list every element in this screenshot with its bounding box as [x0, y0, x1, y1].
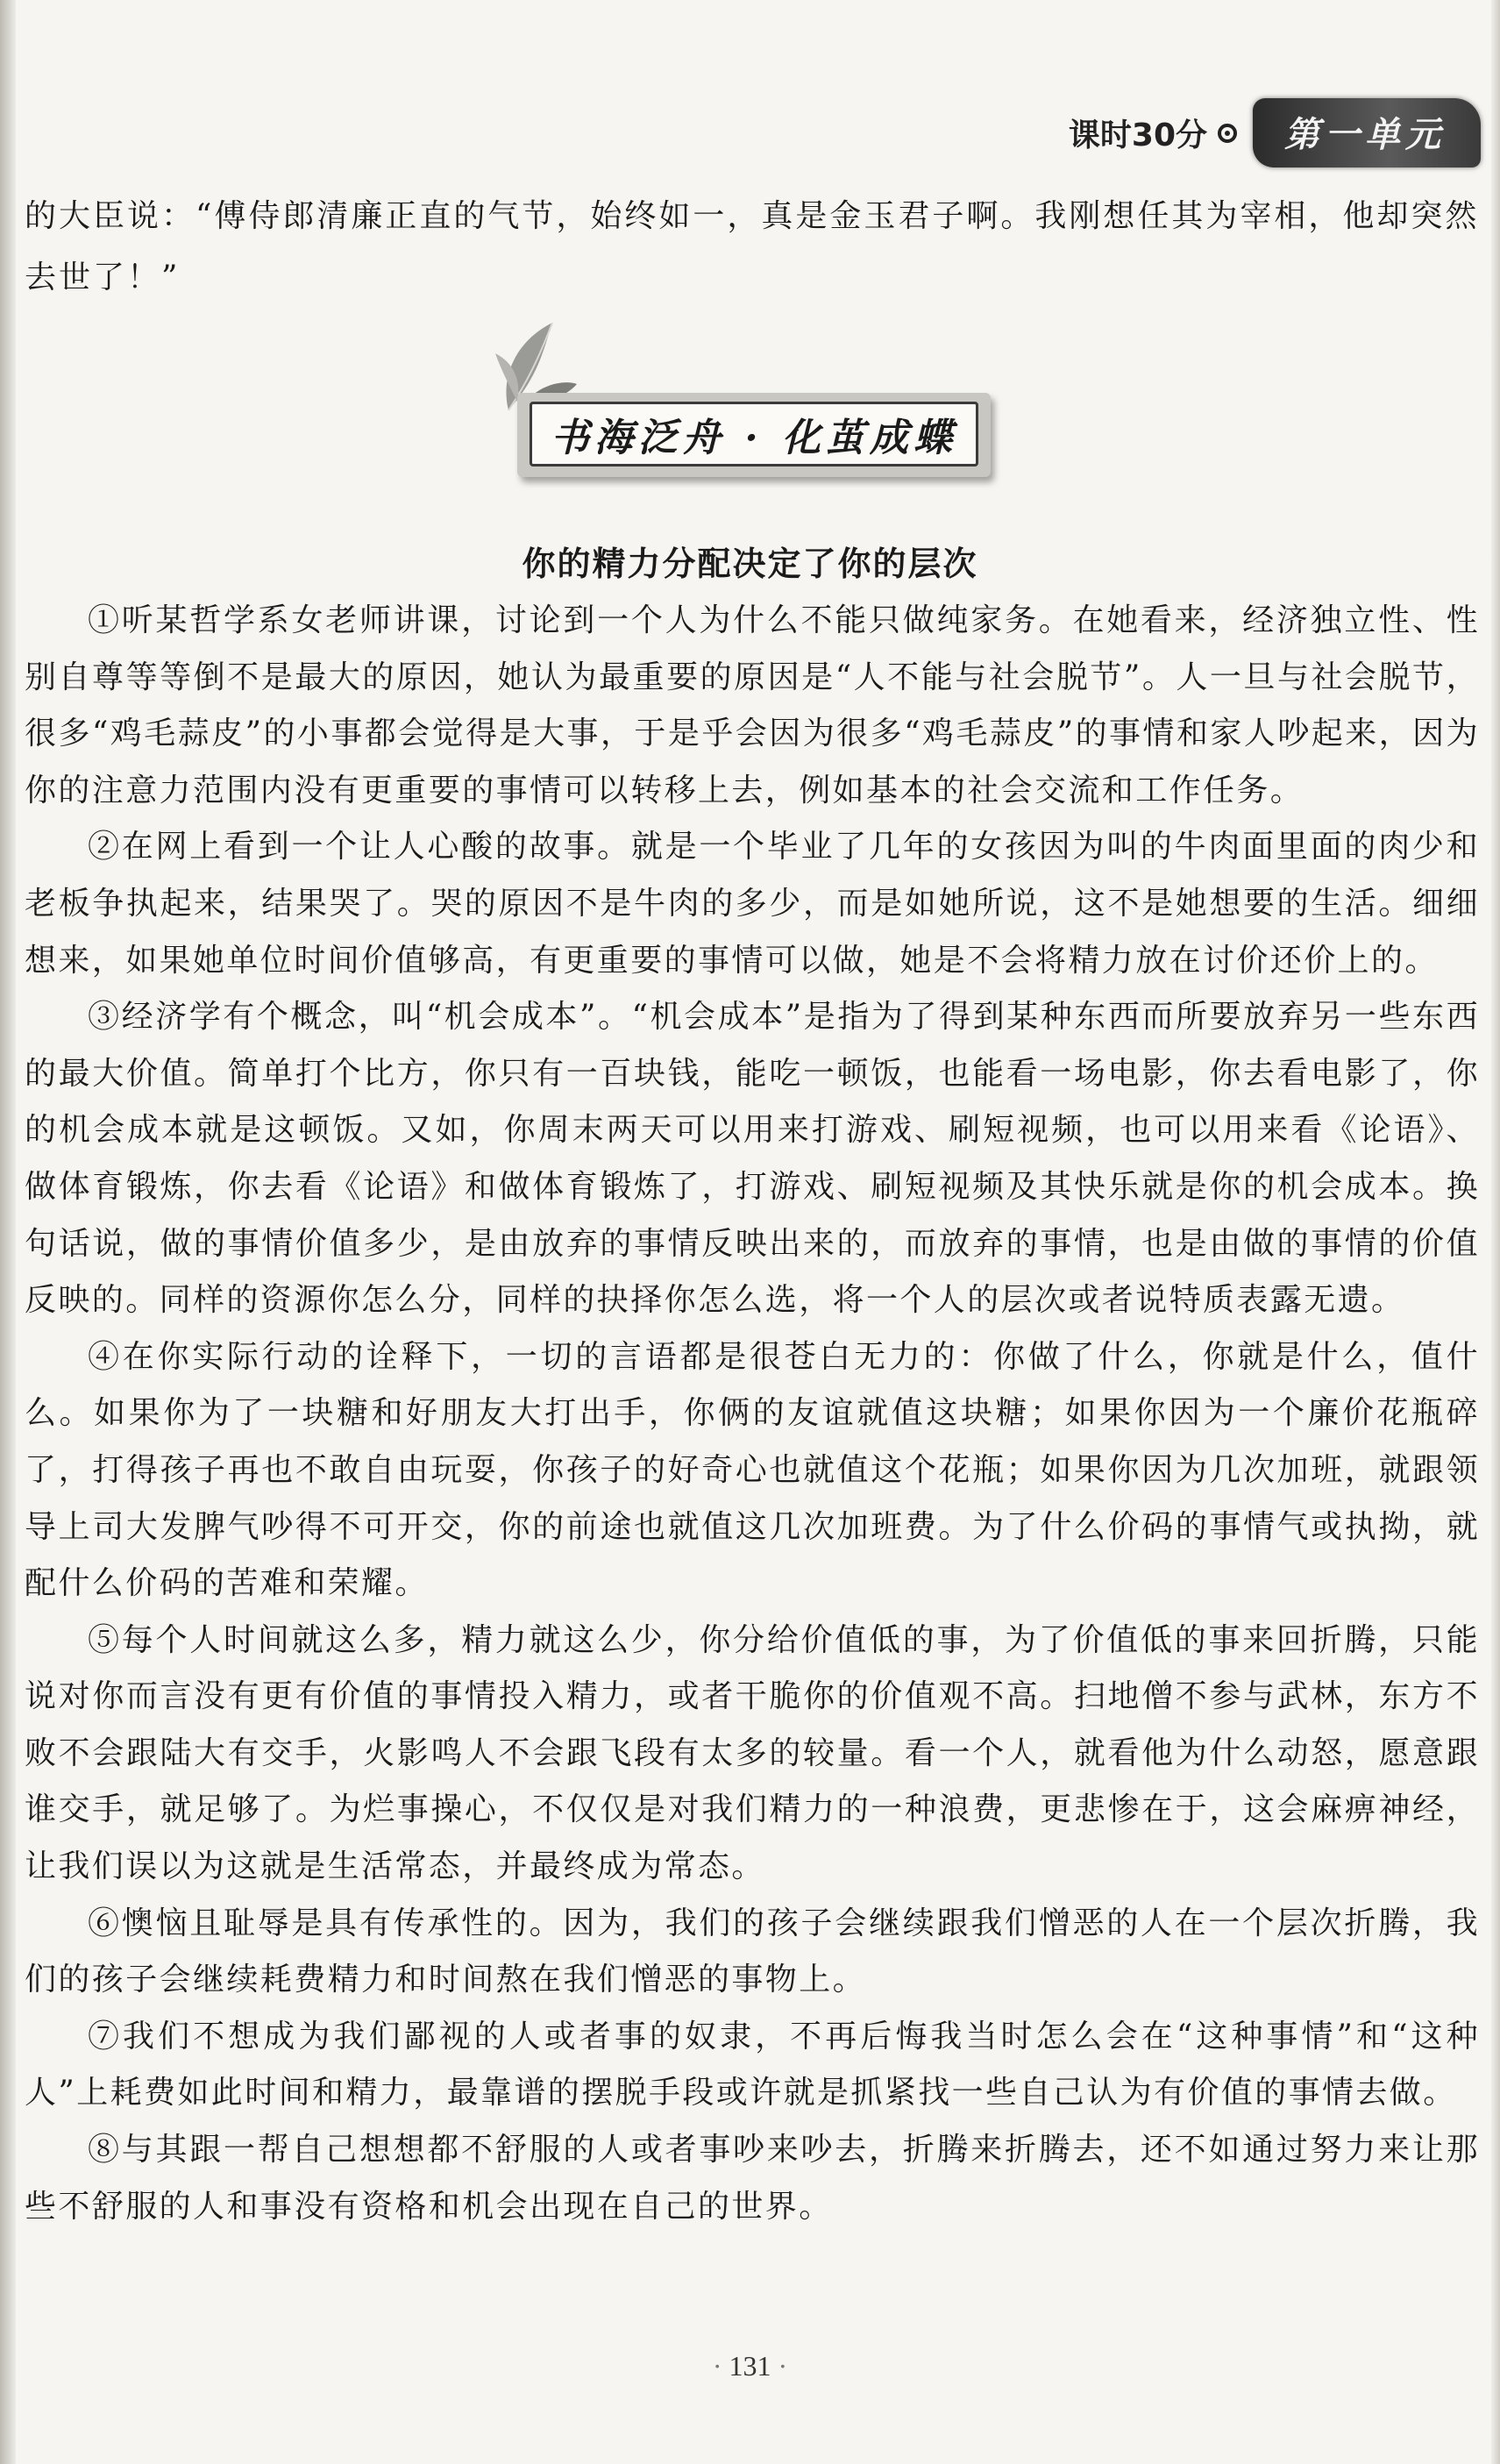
running-header [1069, 98, 1481, 167]
paragraph-1: ①听某哲学系女老师讲课，讨论到一个人为什么不能只做纯家务。在她看来，经济独立性、性别自尊等等倒不是最大的原因，她认为最重要的原因是“人不能与社会脱节”。人一旦与社会脱节，很多“鸡毛蒜皮”的小事都会觉得是大事，于是乎会因为很多“鸡毛蒜皮”的事情和家人吵起来，因为你的注意力范围内没有更重要的事情可以转移上去，例如基本的社会交流和工作任务。 [25, 602, 1480, 808]
paragraph-4: ④在你实际行动的诠释下，一切的言语都是很苍白无力的：你做了什么，你就是什么，值什么。如果你为了一块糖和好朋友大打出手，你俩的友谊就值这块糖；如果你因为一个廉价花瓶碎了，打得孩子再也不敢自由玩耍，你孩子的好奇心也就值这个花瓶；如果你因为几次加班，就跟领导上司大发脾气吵得不可开交，你的前途也就值这几次加班费。为了什么价码的事情气或执拗，就配什么价码的苦难和荣耀。 [25, 1338, 1480, 1602]
unit-badge: 第一单元 [1253, 98, 1481, 167]
page-number: · 131 · [712, 2350, 788, 2382]
paragraph-2: ②在网上看到一个让人心酸的故事。就是一个毕业了几年的女孩因为叫的牛肉面里面的肉少和老板争执起来，结果哭了。哭的原因不是牛肉的多少，而是如她所说，这不是她想要的生活。细细想来，如果她单位时间价值够高，有更重要的事情可以做，她是不会将精力放在讨价还价上的。 [25, 829, 1480, 979]
section-banner [491, 314, 1017, 489]
paragraph-3: ③经济学有个概念，叫“机会成本”。“机会成本”是指为了得到某种东西而所要放弃另一些东西的最大价值。简单打个比方，你只有一百块钱，能吃一顿饭，也能看一场电影，你去看电影了，你的机会成本就是这顿饭。又如，你周末两天可以用来打游戏、刷短视频，也可以用来看《论语》、做体育锻炼，你去看《论语》和做体育锻炼了，打游戏、刷短视频及其快乐就是你的机会成本。换句话说，做的事情价值多少，是由放弃的事情反映出来的，而放弃的事情，也是由做的事情的价值反映的。同样的资源你怎么分，同样的抉择你怎么选，将一个人的层次或者说特质表露无遗。 [25, 999, 1480, 1319]
paragraph-7: ⑦我们不想成为我们鄙视的人或者事的奴隶，不再后悔我当时怎么会在“这种事情”和“这种人”上耗费如此时间和精力，最靠谱的摆脱手段或许就是抓紧找一些自己认为有价值的事情去做。 [25, 2018, 1480, 2111]
page-edge-right [1491, 0, 1500, 2464]
article-body [25, 593, 1480, 2235]
banner-title: 书海泛舟 · 化茧成蝶 [530, 402, 978, 466]
paragraph-5: ⑤每个人时间就这么多，精力就这么少，你分给价值低的事，为了价值低的事来回折腾，只能说对你而言没有更有价值的事情投入精力，或者干脆你的价值观不高。扫地僧不参与武林，东方不败不会跟陆大有交手，火影鸣人不会跟飞段有太多的较量。看一个人，就看他为什么动怒，愿意跟谁交手，就足够了。为烂事操心，不仅仅是对我们精力的一种浪费，更悲惨在于，这会麻痹神经，让我们误以为这就是生活常态，并最终成为常态。 [25, 1621, 1480, 1885]
paragraph-6: ⑥懊恼且耻辱是具有传承性的。因为，我们的孩子会继续跟我们憎恶的人在一个层次折腾，我们的孩子会继续耗费精力和时间熬在我们憎恶的事物上。 [25, 1905, 1480, 1998]
article-title: 你的精力分配决定了你的层次 [522, 545, 978, 583]
intro-paragraph: 的大臣说：“傅侍郎清廉正直的气节，始终如一，真是金玉君子啊。我刚想任其为宰相，他却突然去世了！” [25, 198, 1480, 296]
paragraph-8: ⑧与其跟一帮自己想想都不舒服的人或者事吵来吵去，折腾来折腾去，还不如通过努力来让那些不舒服的人和事没有资格和机会出现在自己的世界。 [25, 2132, 1480, 2225]
page-edge-left [0, 0, 16, 2464]
series-label: 课时30分 [1068, 118, 1207, 153]
page-number-value: 131 [729, 2350, 771, 2382]
bullet-icon [1218, 124, 1237, 143]
banner-frame [517, 393, 991, 477]
